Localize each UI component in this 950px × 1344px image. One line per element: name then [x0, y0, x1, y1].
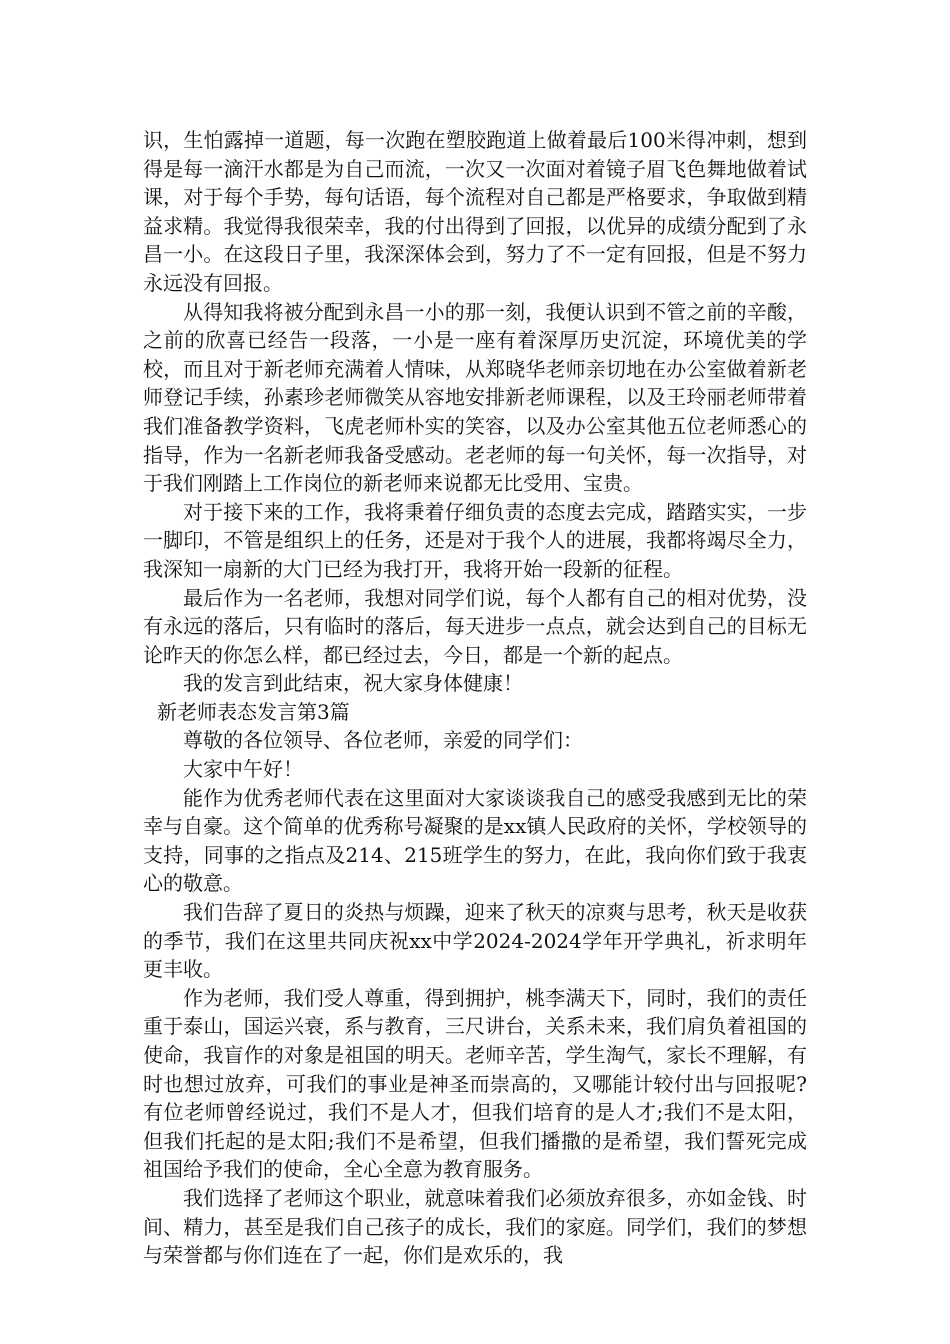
paragraph: 作为老师，我们受人尊重，得到拥护，桃李满天下，同时，我们的责任重于泰山，国运兴衰，系与教育，三尺讲台，关系未来，我们肩负着祖国的使命，我盲作的对象是祖国的明天。老师辛苦，学生淘气，家长不理解，有时也想过放弃，可我们的事业是神圣而崇高的，又哪能计较付出与回报呢?有位老师曾经说过，我们不是人才，但我们培育的是人才;我们不是太阳，但我们托起的是太阳;我们不是希望，但我们播撒的是希望，我们誓死完成祖国给予我们的使命，全心全意为教育服务。 [143, 985, 807, 1182]
paragraph-continuation: 识，生怕露掉一道题，每一次跑在塑胶跑道上做着最后100米得冲刺，想到得是每一滴汗水都是为自己而流，一次又一次面对着镜子眉飞色舞地做着试课，对于每个手势，每句话语，每个流程对自己都是严格要求，争取做到精益求精。我觉得我很荣幸，我的付出得到了回报，以优异的成绩分配到了永昌一小。在这段日子里，我深深体会到，努力了不一定有回报，但是不努力永远没有回报。 [143, 128, 807, 295]
paragraph: 我们告辞了夏日的炎热与烦躁，迎来了秋天的凉爽与思考，秋天是收获的季节，我们在这里共同庆祝xx中学2024-2024学年开学典礼，祈求明年更丰收。 [143, 900, 807, 982]
section-heading: 新老师表态发言第3篇 [157, 699, 350, 724]
document-page [143, 126, 807, 1270]
greeting: 大家中午好！ [183, 757, 303, 782]
paragraph-closing: 我的发言到此结束，祝大家身体健康！ [183, 671, 523, 696]
paragraph: 对于接下来的工作，我将秉着仔细负责的态度去完成，踏踏实实，一步一脚印，不管是组织上的任务，还是对于我个人的进展，我都将竭尽全力，我深知一扇新的大门已经为我打开，我将开始一段新的征程。 [143, 499, 807, 581]
salutation: 尊敬的各位领导、各位老师，亲爱的同学们： [183, 728, 583, 753]
paragraph-truncated: 我们选择了老师这个职业，就意味着我们必须放弃很多，亦如金钱、时间、精力，甚至是我们自己孩子的成长，我们的家庭。同学们，我们的梦想与荣誉都与你们连在了一起，你们是欢乐的，我 [143, 1185, 807, 1268]
paragraph: 从得知我将被分配到永昌一小的那一刻，我便认识到不管之前的辛酸，之前的欣喜已经告一段落，一小是一座有着深厚历史沉淀，环境优美的学校，而且对于新老师充满着人情味，从郑晓华老师亲切地在办公室做着新老师登记手续，孙素珍老师微笑从容地安排新老师课程，以及王玲丽老师带着我们准备教学资料，飞虎老师朴实的笑容，以及办公室其他五位老师悉心的指导，作为一名新老师我备受感动。老老师的每一句关怀，每一次指导，对于我们刚踏上工作岗位的新老师来说都无比受用、宝贵。 [143, 299, 807, 496]
paragraph: 最后作为一名老师，我想对同学们说，每个人都有自己的相对优势，没有永远的落后，只有临时的落后，每天进步一点点，就会达到自己的目标无论昨天的你怎么样，都已经过去，今日，都是一个新的起点。 [143, 585, 807, 667]
paragraph: 能作为优秀老师代表在这里面对大家谈谈我自己的感受我感到无比的荣幸与自豪。这个简单的优秀称号凝聚的是xx镇人民政府的关怀，学校领导的支持，同事的之指点及214、215班学生的努力，在此，我向你们致于我衷心的敬意。 [143, 785, 807, 896]
